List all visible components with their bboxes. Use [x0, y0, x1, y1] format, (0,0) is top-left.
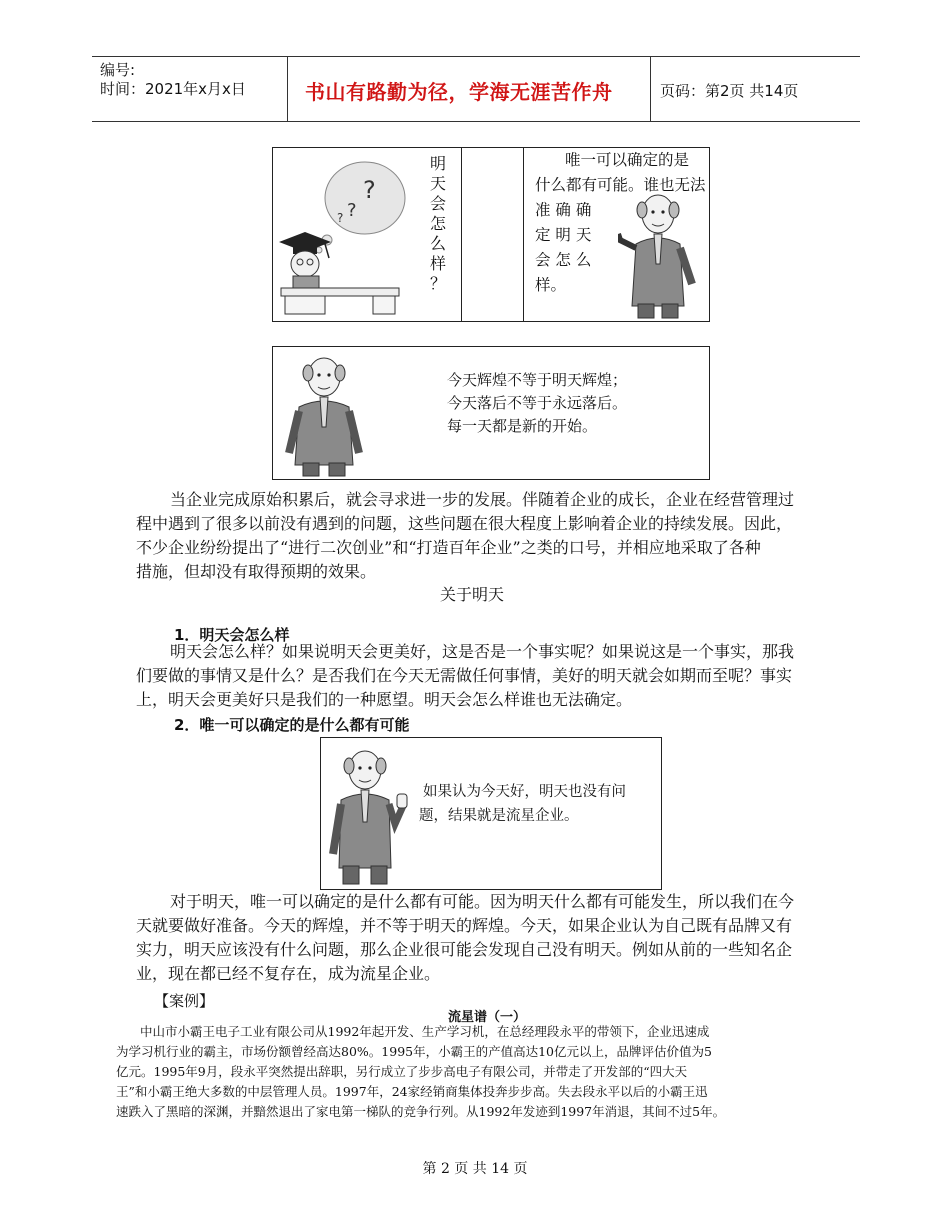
- header-divider-right: [650, 56, 651, 121]
- section-title: 关于明天: [440, 585, 505, 604]
- svg-text:?: ?: [363, 176, 376, 204]
- svg-text:?: ?: [337, 211, 344, 225]
- intro-paragraph: [136, 488, 812, 584]
- businessman-standing-illustration: [279, 353, 369, 477]
- speech-line: 今天辉煌不等于明天辉煌；: [447, 371, 628, 389]
- paragraph-line: 业，现在都已经不复存在，成为流星企业。: [136, 964, 441, 983]
- speech-line: 如果认为今天好，明天也没有问: [423, 784, 626, 800]
- businessman-presenting-illustration: [618, 188, 710, 320]
- vertical-question-text: [429, 154, 447, 294]
- case-label: 【案例】: [154, 992, 215, 1010]
- paragraph-line: 天就要做好准备。今天的辉煌，并不等于明天的辉煌。今天，如果企业认为自己既有品牌又有: [136, 916, 793, 935]
- panel-3-speech: [419, 780, 626, 828]
- panel-2-speech: [447, 369, 627, 438]
- header-number-label: 编号:: [100, 61, 136, 79]
- speech-line: 题，结果就是流星企业。: [419, 808, 579, 824]
- speech-line: 会 怎 么: [535, 251, 592, 269]
- question-char: ？: [429, 274, 446, 293]
- case-line: 亿元。1995年9月，段永平突然提出辞职，另行成立了步步高电子有限公司，并带走了开发部的“四大天: [116, 1064, 688, 1079]
- question-char: 么: [429, 234, 446, 253]
- panel-1-divider-b: [523, 148, 524, 321]
- case-body: [116, 1022, 725, 1122]
- panel-1-divider-a: [461, 148, 462, 321]
- case-line: 速跌入了黑暗的深渊，并黯然退出了家电第一梯队的竞争行列。从1992年发迹到1997年消退，其间不过5年。: [116, 1104, 726, 1119]
- svg-text:?: ?: [347, 200, 357, 221]
- businessman-thumbs-up-illustration: [325, 744, 411, 886]
- speech-line: 今天落后不等于永远落后。: [447, 394, 628, 412]
- page-footer: 第 2 页 共 14 页: [422, 1161, 528, 1177]
- paragraph-line: 不少企业纷纷提出了“进行二次创业”和“打造百年企业”之类的口号，并相应地采取了各种: [136, 538, 761, 557]
- comic-panel-3: [320, 737, 662, 890]
- paragraph-line: 实力，明天应该没有什么问题，那么企业很可能会发现自己没有明天。例如从前的一些知名企: [136, 940, 793, 959]
- paragraph-line: 对于明天，唯一可以确定的是什么都有可能。因为明天什么都有可能发生，所以我们在今: [170, 892, 795, 911]
- speech-line: 唯一可以确定的是: [565, 151, 690, 169]
- subsection-2-paragraph: [136, 890, 812, 986]
- header-divider-left: [287, 56, 288, 121]
- paragraph-line: 当企业完成原始积累后，就会寻求进一步的发展。伴随着企业的成长，企业在经营管理过: [170, 490, 795, 509]
- question-char: 会: [429, 194, 446, 213]
- subsection-1-paragraph: [136, 640, 812, 712]
- question-char: 天: [429, 174, 446, 193]
- subsection-1-title: 1．明天会怎么样: [174, 626, 290, 644]
- header-page-label: 页码：第2页 共14页: [660, 82, 799, 100]
- speech-line: 定 明 天: [535, 226, 592, 244]
- comic-panel-2: [272, 346, 710, 480]
- speech-line: 什么都有可能。谁也无法: [535, 176, 706, 194]
- case-line: 中山市小霸王电子工业有限公司从1992年起开发、生产学习机，在总经理段永平的带领下，企业迅速成: [140, 1024, 710, 1039]
- paragraph-line: 们要做的事情又是什么？是否我们在今天无需做任何事情，美好的明天就会如期而至呢？事实: [136, 666, 793, 685]
- paragraph-line: 上，明天会更美好只是我们的一种愿望。明天会怎么样谁也无法确定。: [136, 690, 633, 709]
- header-bottom-rule: [92, 121, 860, 122]
- header-top-rule: [92, 56, 860, 57]
- question-char: 怎: [429, 214, 446, 233]
- case-line: 王”和小霸王绝大多数的中层管理人员。1997年，24家经销商集体投奔步步高。失去段永平以后的小霸王迅: [116, 1084, 708, 1099]
- paragraph-line: 措施，但却没有取得预期的效果。: [136, 562, 377, 581]
- comic-panel-1: [272, 147, 710, 322]
- paragraph-line: 程中遇到了很多以前没有遇到的问题，这些问题在很大程度上影响着企业的持续发展。因此，: [136, 514, 793, 533]
- header-time-label: 时间：2021年x月x日: [100, 80, 246, 98]
- speech-line: 每一天都是新的开始。: [447, 417, 598, 435]
- header-motto: 书山有路勤为径，学海无涯苦作舟: [305, 80, 613, 104]
- question-char: 样: [429, 254, 446, 273]
- paragraph-line: 明天会怎么样？如果说明天会更美好，这是否是一个事实呢？如果说这是一个事实，那我: [170, 642, 795, 661]
- speech-line: 准 确 确: [535, 201, 592, 219]
- case-line: 为学习机行业的霸主，市场份额曾经高达80%。1995年，小霸王的产值高达10亿元以上，品牌评估价值为5: [116, 1044, 712, 1059]
- speech-line: 样。: [535, 276, 567, 294]
- case-title: 流星谱（一）: [448, 1010, 527, 1025]
- subsection-2-title: 2．唯一可以确定的是什么都有可能: [174, 716, 410, 734]
- question-char: 明: [429, 154, 446, 173]
